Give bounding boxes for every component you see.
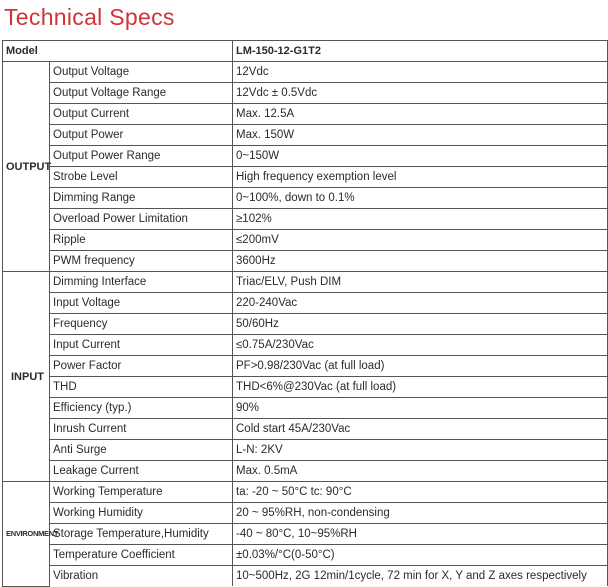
table-row bbox=[3, 104, 608, 125]
page-title: Technical Specs bbox=[4, 4, 175, 30]
spec-value: L-N: 2KV bbox=[233, 440, 608, 461]
spec-value: 50/60Hz bbox=[233, 314, 608, 335]
spec-label: Working Humidity bbox=[50, 503, 233, 524]
spec-value: 0~100%, down to 0.1% bbox=[233, 188, 608, 209]
specs-table-body bbox=[3, 41, 608, 587]
section-label-environment: ENVIRONMENT bbox=[3, 482, 50, 587]
spec-value: 3600Hz bbox=[233, 251, 608, 272]
spec-label: Inrush Current bbox=[50, 419, 233, 440]
spec-label: Storage Temperature,Humidity bbox=[50, 524, 233, 545]
table-row bbox=[3, 167, 608, 188]
spec-value: 10~500Hz, 2G 12min/1cycle, 72 min for X, Y and Z axes respectively bbox=[233, 566, 608, 587]
spec-value: Max. 12.5A bbox=[233, 104, 608, 125]
table-row bbox=[3, 356, 608, 377]
spec-label: Working Temperature bbox=[50, 482, 233, 503]
table-row bbox=[3, 545, 608, 566]
spec-value: Triac/ELV, Push DIM bbox=[233, 272, 608, 293]
spec-value: PF>0.98/230Vac (at full load) bbox=[233, 356, 608, 377]
spec-value: 220-240Vac bbox=[233, 293, 608, 314]
section-label-input: INPUT bbox=[3, 272, 50, 482]
spec-label: Output Power Range bbox=[50, 146, 233, 167]
spec-value: Max. 0.5mA bbox=[233, 461, 608, 482]
specs-table bbox=[2, 40, 608, 587]
spec-label: Output Voltage bbox=[50, 62, 233, 83]
spec-value: 0~150W bbox=[233, 146, 608, 167]
table-row bbox=[3, 125, 608, 146]
spec-label: Dimming Range bbox=[50, 188, 233, 209]
table-row bbox=[3, 503, 608, 524]
spec-label: Output Current bbox=[50, 104, 233, 125]
spec-value: Cold start 45A/230Vac bbox=[233, 419, 608, 440]
spec-label: Ripple bbox=[50, 230, 233, 251]
table-row bbox=[3, 293, 608, 314]
spec-value: ≤0.75A/230Vac bbox=[233, 335, 608, 356]
table-row bbox=[3, 146, 608, 167]
spec-value: High frequency exemption level bbox=[233, 167, 608, 188]
spec-label: Output Power bbox=[50, 125, 233, 146]
spec-label: Frequency bbox=[50, 314, 233, 335]
table-row bbox=[3, 62, 608, 83]
table-row bbox=[3, 482, 608, 503]
spec-label: Temperature Coefficient bbox=[50, 545, 233, 566]
spec-label: Power Factor bbox=[50, 356, 233, 377]
spec-value: ta: -20 ~ 50°C tc: 90°C bbox=[233, 482, 608, 503]
table-row bbox=[3, 314, 608, 335]
spec-label: Overload Power Limitation bbox=[50, 209, 233, 230]
spec-value: 90% bbox=[233, 398, 608, 419]
model-label: Model bbox=[3, 41, 233, 62]
table-row bbox=[3, 335, 608, 356]
spec-value: Max. 150W bbox=[233, 125, 608, 146]
spec-label: THD bbox=[50, 377, 233, 398]
table-row bbox=[3, 524, 608, 545]
table-row bbox=[3, 398, 608, 419]
table-row bbox=[3, 440, 608, 461]
spec-label: Vibration bbox=[50, 566, 233, 587]
table-row bbox=[3, 461, 608, 482]
spec-value: 12Vdc ± 0.5Vdc bbox=[233, 83, 608, 104]
spec-value: ≤200mV bbox=[233, 230, 608, 251]
table-row bbox=[3, 566, 608, 587]
spec-label: Leakage Current bbox=[50, 461, 233, 482]
table-row bbox=[3, 83, 608, 104]
table-row bbox=[3, 209, 608, 230]
spec-label: Dimming Interface bbox=[50, 272, 233, 293]
spec-value: 12Vdc bbox=[233, 62, 608, 83]
table-row bbox=[3, 251, 608, 272]
table-row bbox=[3, 188, 608, 209]
spec-label: Input Current bbox=[50, 335, 233, 356]
spec-label: Anti Surge bbox=[50, 440, 233, 461]
spec-value: THD<6%@230Vac (at full load) bbox=[233, 377, 608, 398]
table-header-row bbox=[3, 41, 608, 62]
section-label-output: OUTPUT bbox=[3, 62, 50, 272]
table-row bbox=[3, 377, 608, 398]
spec-label: Strobe Level bbox=[50, 167, 233, 188]
spec-label: Output Voltage Range bbox=[50, 83, 233, 104]
table-row bbox=[3, 230, 608, 251]
spec-value: ≥102% bbox=[233, 209, 608, 230]
table-row bbox=[3, 419, 608, 440]
spec-value: 20 ~ 95%RH, non-condensing bbox=[233, 503, 608, 524]
table-row bbox=[3, 272, 608, 293]
spec-label: Input Voltage bbox=[50, 293, 233, 314]
spec-value: ±0.03%/°C(0-50°C) bbox=[233, 545, 608, 566]
spec-value: -40 ~ 80°C, 10~95%RH bbox=[233, 524, 608, 545]
model-value: LM-150-12-G1T2 bbox=[233, 41, 608, 62]
spec-label: PWM frequency bbox=[50, 251, 233, 272]
spec-label: Efficiency (typ.) bbox=[50, 398, 233, 419]
